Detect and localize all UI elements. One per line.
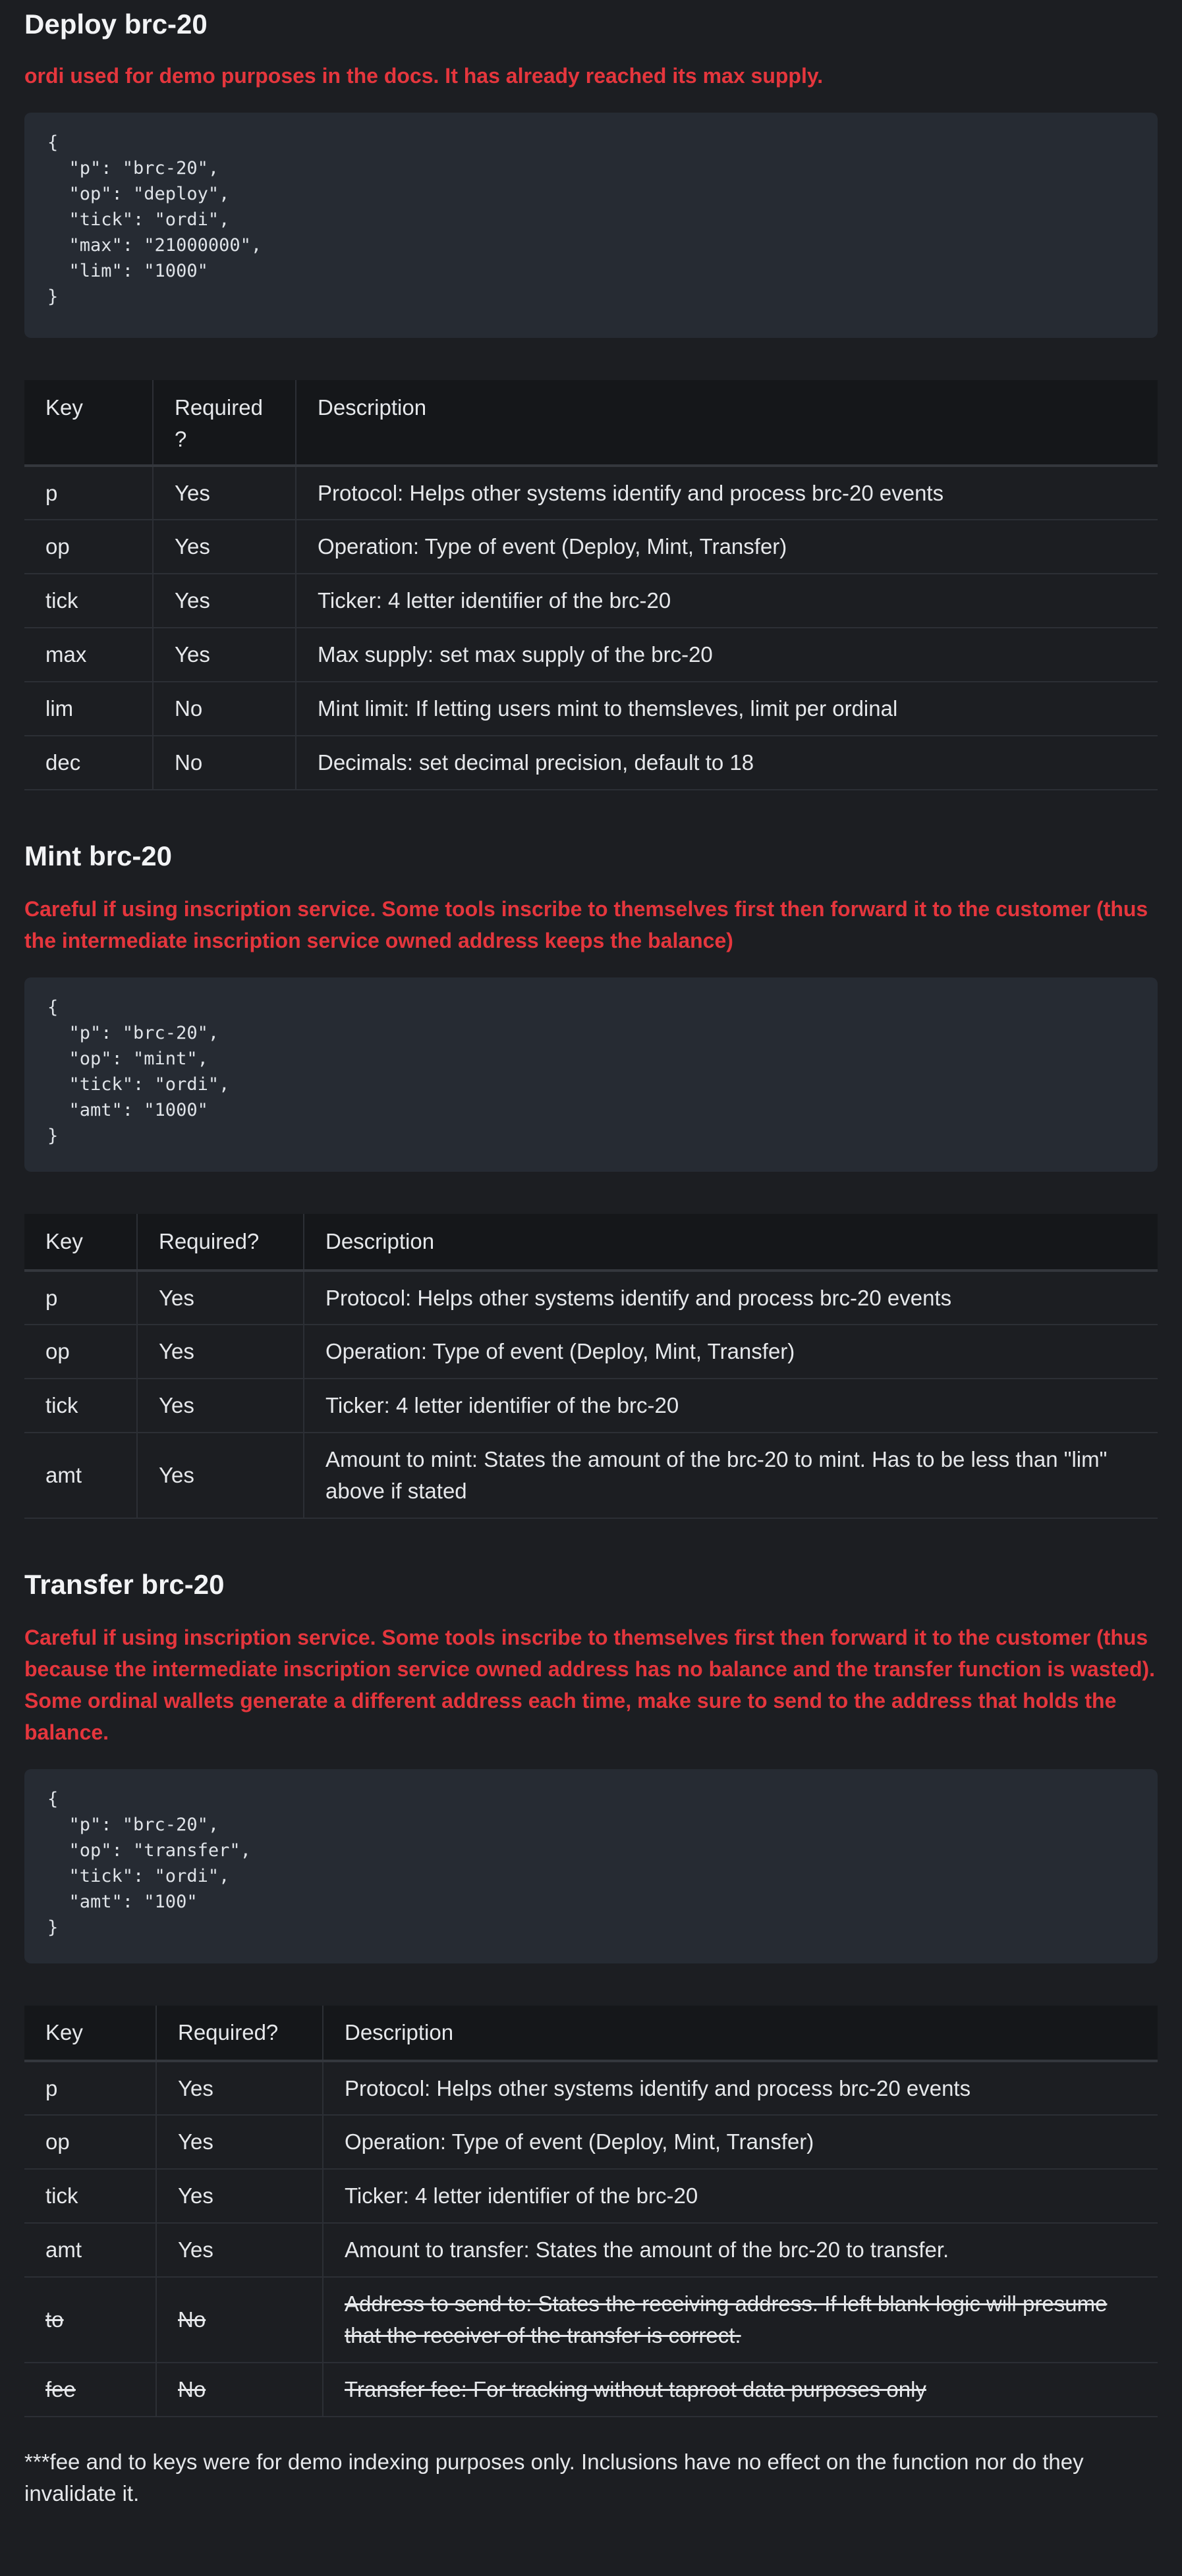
cell-description: Decimals: set decimal precision, default to 18 xyxy=(296,736,1158,790)
docs-page xyxy=(0,6,1182,2576)
deploy-title: Deploy brc-20 xyxy=(24,9,208,40)
cell-description: Operation: Type of event (Deploy, Mint, Transfer) xyxy=(296,520,1158,574)
table-header-row xyxy=(24,380,1158,466)
cell-key: fee xyxy=(24,2363,156,2417)
header-key: Key xyxy=(24,2006,156,2061)
cell-required: Yes xyxy=(137,1325,304,1379)
cell-description: Address to send to: States the receiving address. If left blank logic will presume that the receiver of the transfer is correct. xyxy=(323,2277,1158,2363)
table-header-row xyxy=(24,1214,1158,1271)
header-description: Description xyxy=(304,1214,1158,1271)
mint-section xyxy=(24,838,1158,1519)
header-description: Description xyxy=(296,380,1158,466)
cell-key: op xyxy=(24,1325,137,1379)
table-row xyxy=(24,2223,1158,2277)
cell-required: Yes xyxy=(137,1271,304,1325)
cell-required: Yes xyxy=(156,2169,323,2223)
header-required: Required? xyxy=(137,1214,304,1271)
cell-description: Mint limit: If letting users mint to themsleves, limit per ordinal xyxy=(296,682,1158,736)
cell-description: Amount to transfer: States the amount of the brc-20 to transfer. xyxy=(323,2223,1158,2277)
cell-description: Operation: Type of event (Deploy, Mint, Transfer) xyxy=(304,1325,1158,1379)
cell-required: Yes xyxy=(153,466,296,520)
cell-description: Protocol: Helps other systems identify and process brc-20 events xyxy=(296,466,1158,520)
cell-description: Amount to mint: States the amount of the brc-20 to mint. Has to be less than "lim" above if stated xyxy=(304,1433,1158,1518)
header-key: Key xyxy=(24,1214,137,1271)
table-header-row xyxy=(24,2006,1158,2061)
cell-key: p xyxy=(24,2061,156,2115)
table-row xyxy=(24,2115,1158,2169)
cell-key: tick xyxy=(24,1379,137,1433)
cell-description: Protocol: Helps other systems identify and process brc-20 events xyxy=(304,1271,1158,1325)
cell-key: op xyxy=(24,520,153,574)
table-row xyxy=(24,628,1158,682)
cell-key: amt xyxy=(24,1433,137,1518)
transfer-section xyxy=(24,1566,1158,2417)
deploy-section xyxy=(24,6,1158,790)
mint-code-block: { "p": "brc-20", "op": "mint", "tick": "ordi", "amt": "1000" } xyxy=(24,977,1158,1172)
cell-required: No xyxy=(153,682,296,736)
deploy-warning: ordi used for demo purposes in the docs. It has already reached its max supply. xyxy=(24,64,824,88)
cell-key: op xyxy=(24,2115,156,2169)
cell-key: p xyxy=(24,466,153,520)
cell-description: Ticker: 4 letter identifier of the brc-20 xyxy=(296,574,1158,628)
cell-key: amt xyxy=(24,2223,156,2277)
deploy-code-block: { "p": "brc-20", "op": "deploy", "tick": "ordi", "max": "21000000", "lim": "1000" } xyxy=(24,113,1158,338)
table-row xyxy=(24,682,1158,736)
cell-required: Yes xyxy=(156,2061,323,2115)
table-row xyxy=(24,1433,1158,1518)
cell-required: Yes xyxy=(156,2115,323,2169)
table-row xyxy=(24,1271,1158,1325)
cell-required: Yes xyxy=(153,574,296,628)
cell-required: Yes xyxy=(153,520,296,574)
cell-key: p xyxy=(24,1271,137,1325)
cell-required: No xyxy=(153,736,296,790)
cell-required: No xyxy=(156,2363,323,2417)
transfer-title: Transfer brc-20 xyxy=(24,1569,225,1600)
cell-description: Protocol: Helps other systems identify and process brc-20 events xyxy=(323,2061,1158,2115)
transfer-warning: Careful if using inscription service. Some tools inscribe to themselves first then forward it to the customer (thus because the intermediate inscription service owned address has no balance and the transfer function is wasted). Some ordinal wallets generate a different address each time, make sure to send to the address that holds the balance. xyxy=(24,1626,1156,1744)
transfer-code-block: { "p": "brc-20", "op": "transfer", "tick": "ordi", "amt": "100" } xyxy=(24,1769,1158,1963)
mint-title: Mint brc-20 xyxy=(24,840,173,871)
table-row xyxy=(24,1325,1158,1379)
table-row xyxy=(24,1379,1158,1433)
table-row xyxy=(24,736,1158,790)
mint-warning: Careful if using inscription service. Some tools inscribe to themselves first then forward it to the customer (thus the intermediate inscription service owned address keeps the balance) xyxy=(24,897,1148,952)
table-row-deprecated xyxy=(24,2277,1158,2363)
cell-description: Max supply: set max supply of the brc-20 xyxy=(296,628,1158,682)
cell-required: No xyxy=(156,2277,323,2363)
header-description: Description xyxy=(323,2006,1158,2061)
header-required: Required ? xyxy=(153,380,296,466)
cell-description: Ticker: 4 letter identifier of the brc-20 xyxy=(323,2169,1158,2223)
deploy-table xyxy=(24,380,1158,790)
cell-required: Yes xyxy=(137,1433,304,1518)
table-row xyxy=(24,2169,1158,2223)
table-row-deprecated xyxy=(24,2363,1158,2417)
cell-key: tick xyxy=(24,574,153,628)
cell-key: tick xyxy=(24,2169,156,2223)
cell-key: max xyxy=(24,628,153,682)
cell-required: Yes xyxy=(137,1379,304,1433)
table-row xyxy=(24,574,1158,628)
transfer-table xyxy=(24,2006,1158,2417)
mint-table xyxy=(24,1214,1158,1519)
header-required: Required? xyxy=(156,2006,323,2061)
cell-key: to xyxy=(24,2277,156,2363)
table-row xyxy=(24,466,1158,520)
cell-key: dec xyxy=(24,736,153,790)
cell-description: Ticker: 4 letter identifier of the brc-20 xyxy=(304,1379,1158,1433)
cell-description: Transfer fee: For tracking without taproot data purposes only xyxy=(323,2363,1158,2417)
cell-required: Yes xyxy=(153,628,296,682)
cell-required: Yes xyxy=(156,2223,323,2277)
table-row xyxy=(24,2061,1158,2115)
header-key: Key xyxy=(24,380,153,466)
cell-key: lim xyxy=(24,682,153,736)
footnote: ***fee and to keys were for demo indexing purposes only. Inclusions have no effect on the function nor do they invalidate it. xyxy=(24,2450,1084,2506)
cell-description: Operation: Type of event (Deploy, Mint, Transfer) xyxy=(323,2115,1158,2169)
table-row xyxy=(24,520,1158,574)
